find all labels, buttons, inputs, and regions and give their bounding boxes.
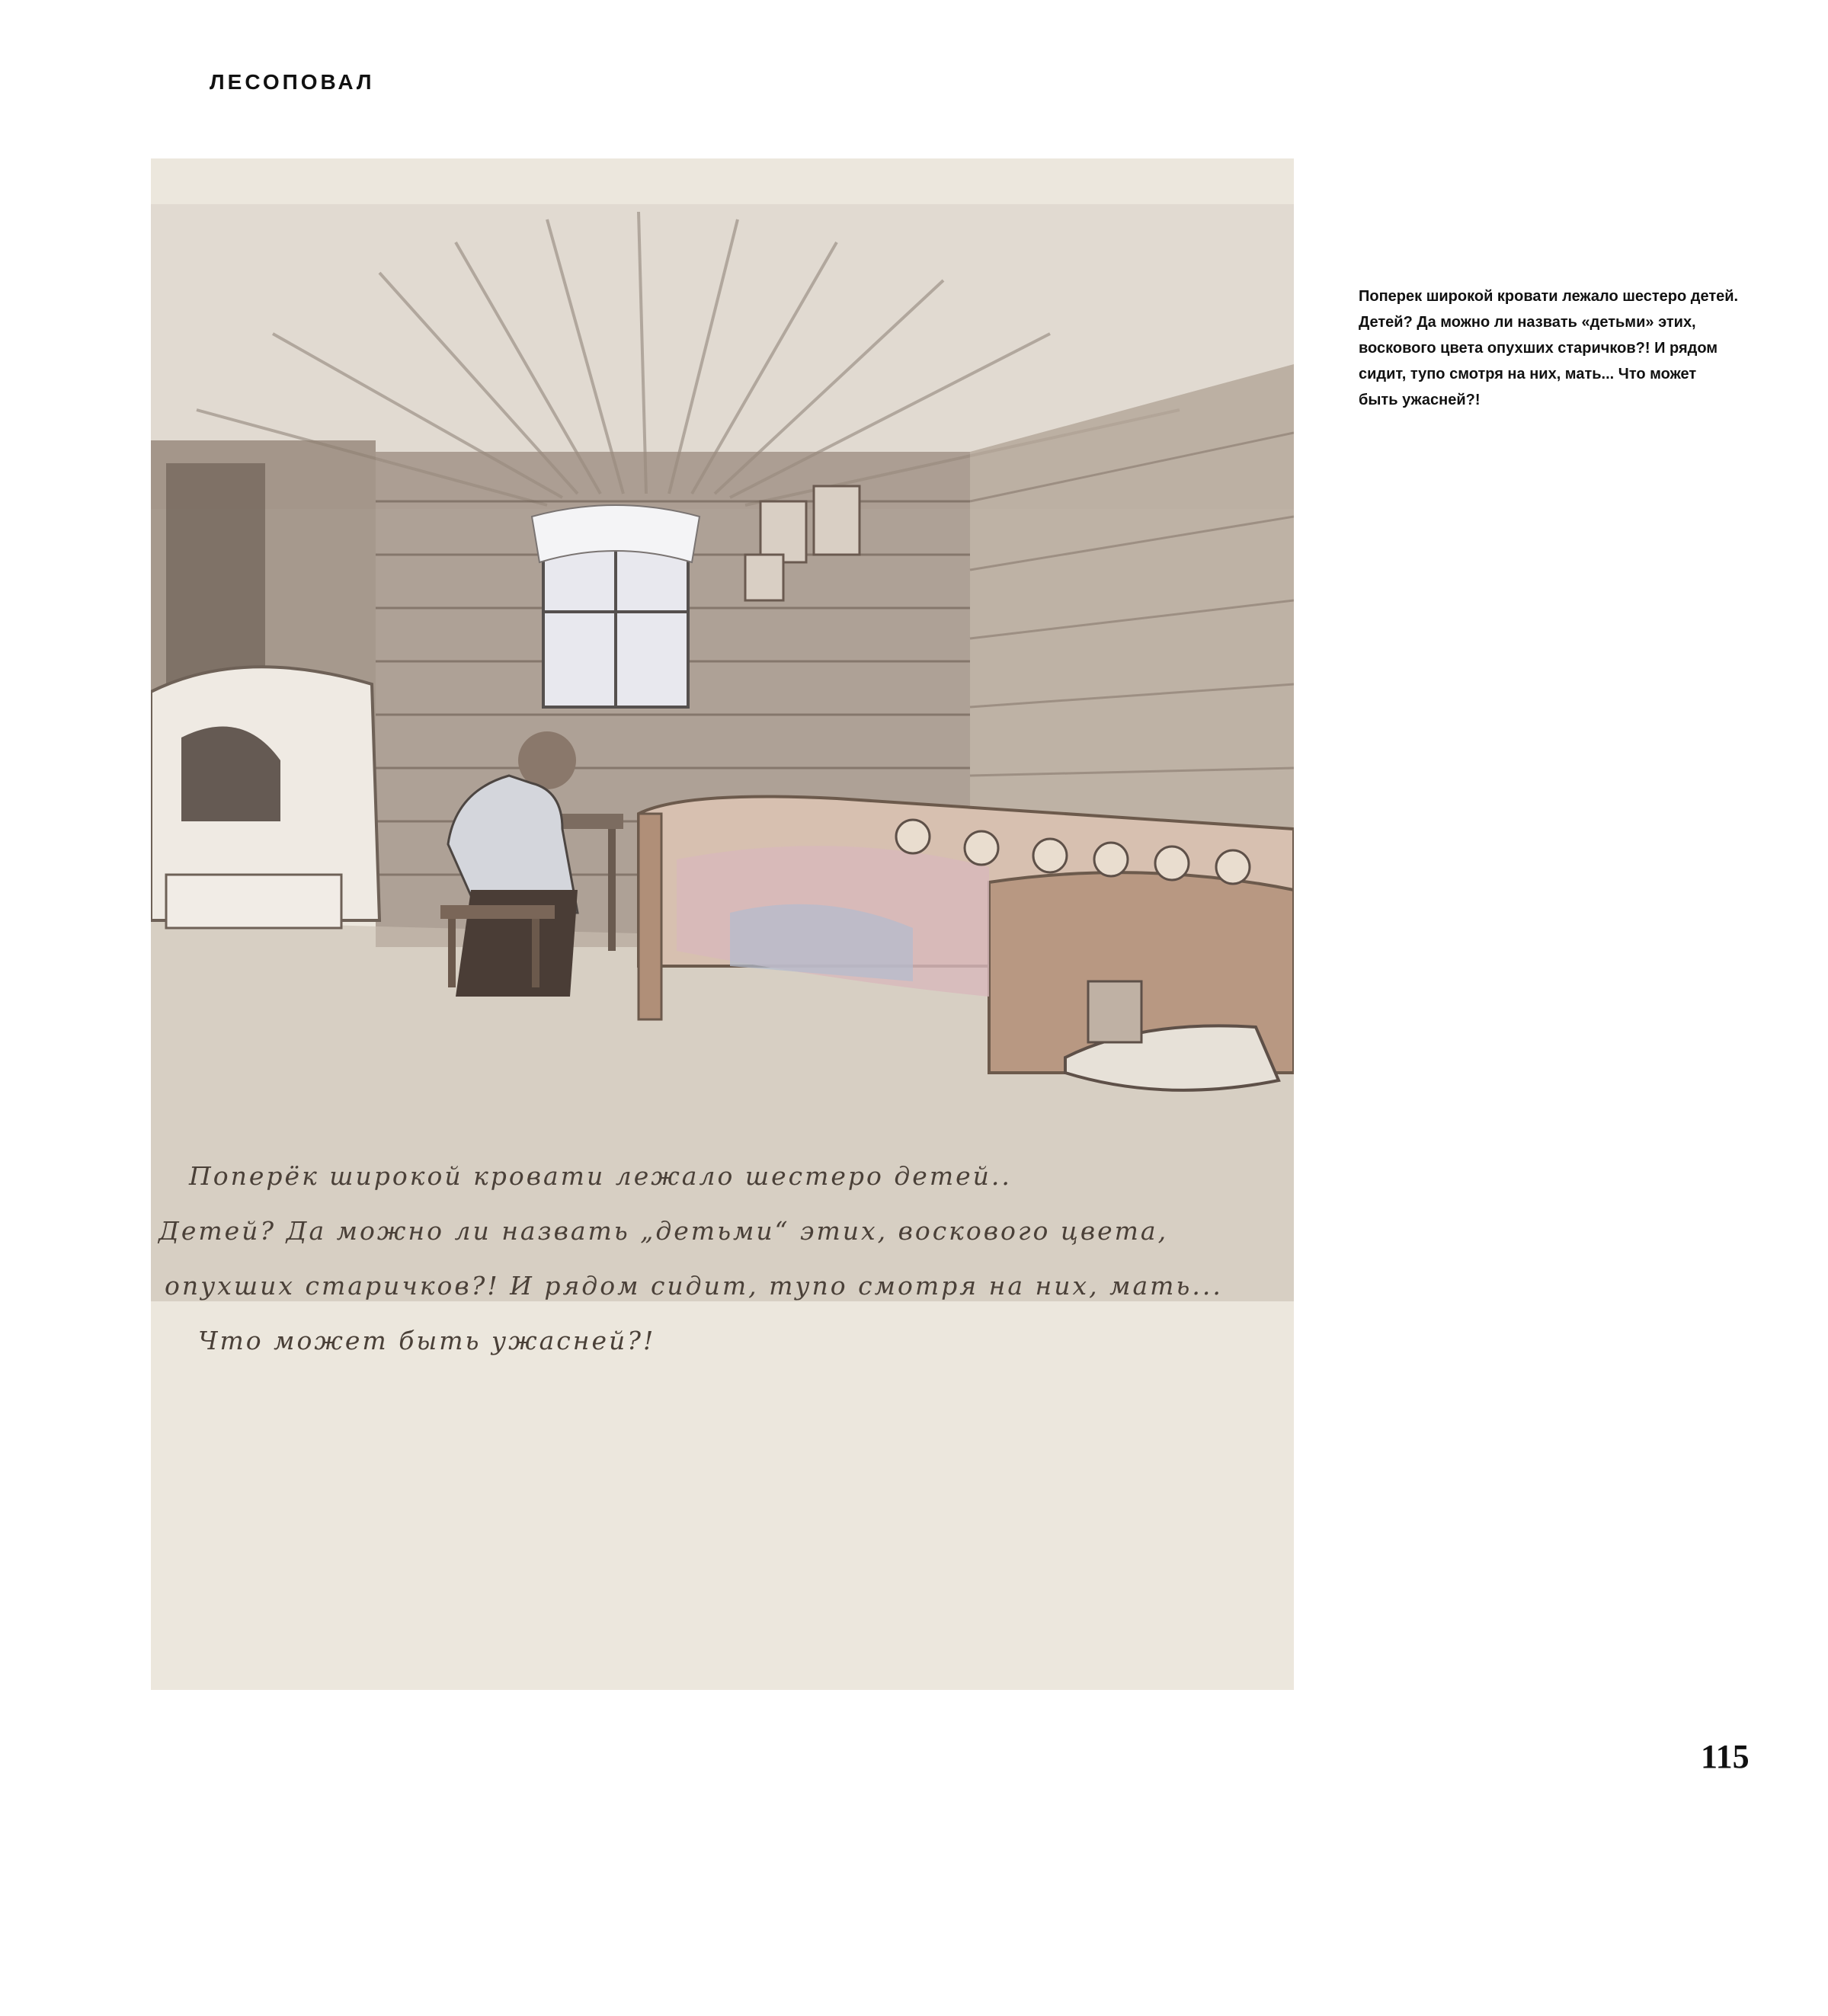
- handwritten-line: Детей? Да можно ли назвать „детьми“ этих, воскового цвета,: [158, 1216, 1169, 1246]
- room-drawing: [151, 158, 1294, 1690]
- illustration: [151, 158, 1294, 1690]
- running-head: ЛЕСОПОВАЛ: [210, 70, 375, 94]
- handwritten-line: опухших старичков?! И рядом сидит, тупо смотря на них, мать...: [165, 1271, 1223, 1301]
- handwritten-line: Поперёк широкой кровати лежало шестеро детей..: [189, 1161, 1012, 1191]
- page-number: 115: [1701, 1738, 1750, 1775]
- handwritten-line: Что может быть ужасней?!: [198, 1326, 656, 1355]
- sidebar-caption: Поперек широкой кровати лежало шестеро детей. Детей? Да можно ли назвать «детьми» этих, воскового цвета опухших старичков?! И рядом сидит, тупо смотря на них, мать... Что может быть ужасней?!: [1359, 288, 1739, 408]
- bucket: [1088, 981, 1141, 1042]
- handwritten-inscription: [158, 1149, 1286, 1368]
